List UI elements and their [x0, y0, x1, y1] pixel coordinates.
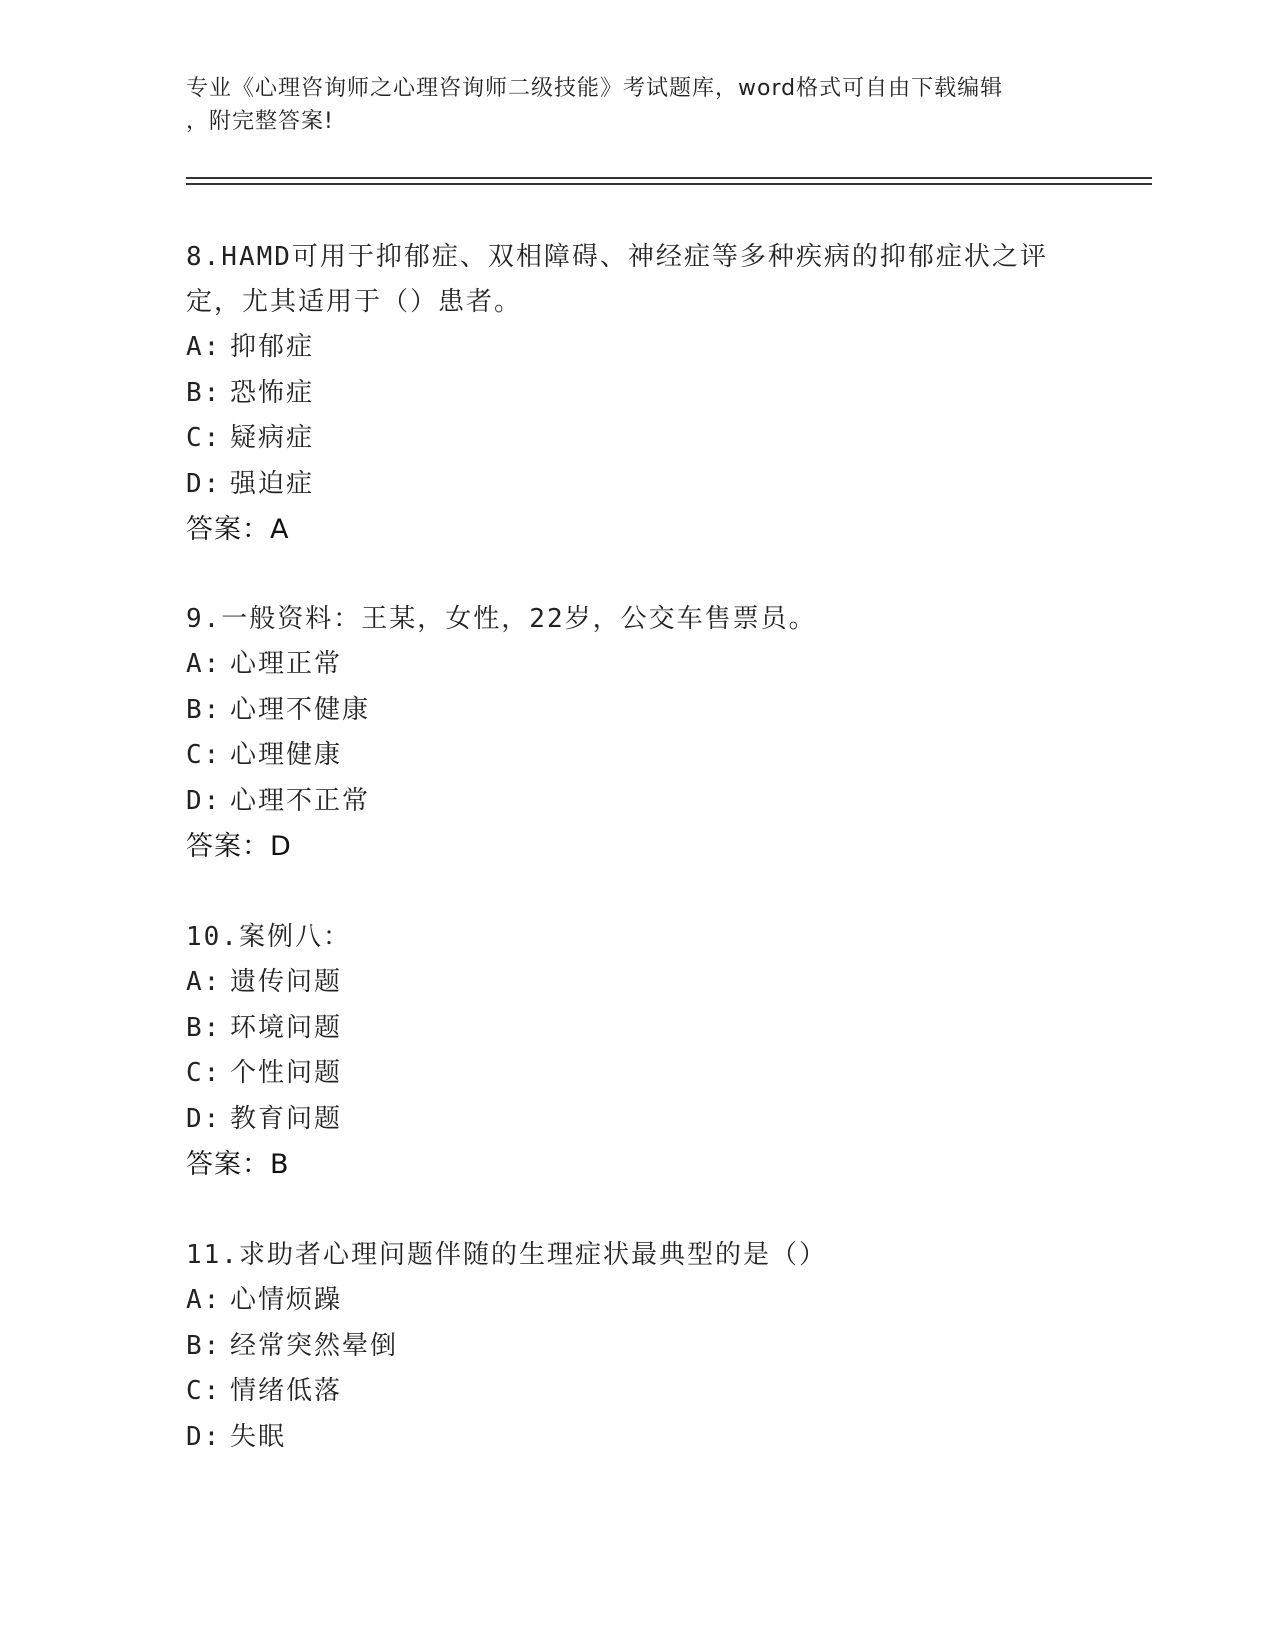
option-a	[186, 1278, 1086, 1324]
option-text: 心理不正常	[230, 785, 371, 816]
option-text: 心情烦躁	[230, 1285, 343, 1315]
option-text: 情绪低落	[230, 1376, 343, 1406]
option-letter: D:	[186, 1421, 222, 1452]
option-text: 心理不健康	[230, 694, 371, 725]
option-text: 遗传问题	[230, 967, 343, 997]
option-c	[186, 1051, 1086, 1097]
option-letter: B:	[186, 694, 222, 725]
option-text: 心理健康	[230, 740, 343, 770]
option-text: 抑郁症	[230, 332, 315, 362]
option-c	[186, 416, 1086, 462]
option-text: 疑病症	[230, 423, 315, 453]
header-divider-top	[186, 177, 1152, 179]
option-letter: A:	[186, 332, 222, 362]
question-10	[186, 915, 1086, 1187]
option-letter: A:	[186, 1285, 222, 1315]
option-text: 教育问题	[230, 1103, 343, 1134]
option-d	[186, 1097, 1086, 1143]
question-stem-line: 8.HAMD可用于抑郁症、双相障碍、神经症等多种疾病的抑郁症状之评	[186, 242, 1048, 272]
option-text: 恐怖症	[230, 377, 315, 408]
header-line-2: ，附完整答案!	[186, 109, 334, 134]
question-stem-line: 定，尤其适用于（）患者。	[186, 287, 523, 317]
option-a	[186, 325, 1086, 371]
header-line-1: 专业《心理咨询师之心理咨询师二级技能》考试题库，word格式可自由下载编辑	[186, 76, 1004, 101]
answer-label: 答案：A	[186, 514, 290, 545]
answer-label: 答案：B	[186, 1149, 290, 1180]
option-text: 环境问题	[230, 1012, 343, 1043]
header-divider-bottom	[186, 183, 1152, 185]
question-8	[186, 235, 1086, 552]
option-b	[186, 1006, 1086, 1052]
option-text: 个性问题	[230, 1058, 343, 1088]
option-letter: C:	[186, 1376, 222, 1406]
option-a	[186, 960, 1086, 1006]
option-letter: C:	[186, 423, 222, 453]
option-letter: C:	[186, 1058, 222, 1088]
option-letter: A:	[186, 967, 222, 997]
option-text: 心理正常	[230, 649, 343, 679]
option-letter: C:	[186, 740, 222, 770]
option-a	[186, 642, 1086, 688]
option-d	[186, 1415, 1086, 1461]
option-letter: A:	[186, 649, 222, 679]
option-text: 经常突然晕倒	[230, 1330, 399, 1361]
option-letter: B:	[186, 1012, 222, 1043]
option-c	[186, 733, 1086, 779]
option-b	[186, 1324, 1086, 1370]
option-letter: B:	[186, 1330, 222, 1361]
question-stem-line: 11.求助者心理问题伴随的生理症状最典型的是（）	[186, 1240, 827, 1270]
option-letter: D:	[186, 468, 222, 499]
question-9	[186, 597, 1086, 869]
question-stem-line: 10.案例八：	[186, 922, 351, 952]
option-letter: D:	[186, 785, 222, 816]
option-d	[186, 462, 1086, 508]
option-letter: B:	[186, 377, 222, 408]
document-header	[186, 72, 1086, 138]
answer-label: 答案：D	[186, 831, 292, 862]
option-letter: D:	[186, 1103, 222, 1134]
option-c	[186, 1369, 1086, 1415]
option-text: 强迫症	[230, 468, 315, 499]
question-11	[186, 1233, 1086, 1460]
question-stem-line: 9.一般资料：王某，女性，22岁，公交车售票员。	[186, 604, 817, 634]
option-b	[186, 688, 1086, 734]
option-b	[186, 371, 1086, 417]
option-d	[186, 779, 1086, 825]
option-text: 失眠	[230, 1421, 287, 1452]
